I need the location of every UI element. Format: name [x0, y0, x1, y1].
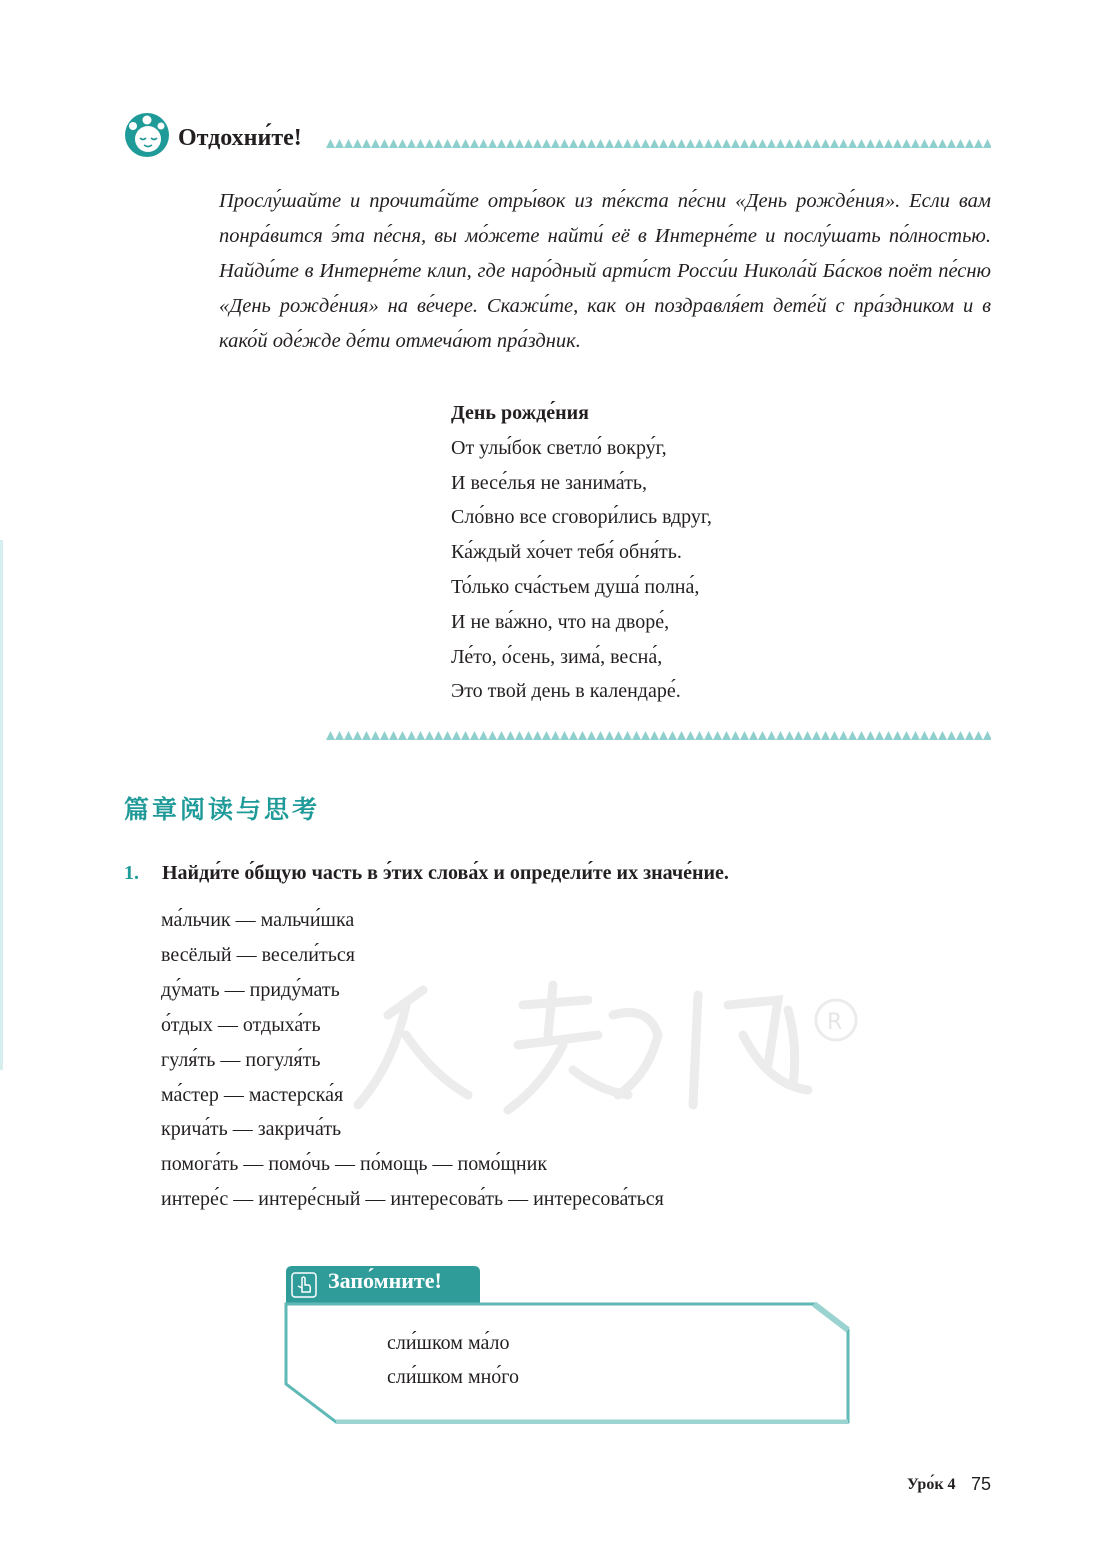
- remember-item: сли́шком ма́ло: [387, 1332, 510, 1354]
- section-heading: 篇章阅读与思考: [124, 795, 321, 824]
- word-row: крича́ть — закрича́ть: [161, 1118, 342, 1141]
- poem-line: То́лько сча́стьем душа́ полна́,: [451, 575, 700, 598]
- page-edge-strip: [0, 540, 3, 1070]
- pointing-hand-icon: [291, 1272, 317, 1298]
- word-row: помога́ть — помо́чь — по́мощь — помо́щник: [161, 1153, 548, 1176]
- poem-line: И не ва́жно, что на дворе́,: [451, 610, 670, 633]
- task-number: 1.: [124, 862, 139, 884]
- word-row: ма́льчик — мальчи́шка: [161, 909, 355, 931]
- page-number: 75: [971, 1474, 992, 1494]
- remember-list: [387, 1326, 519, 1394]
- word-row: весёлый — весели́ться: [161, 943, 355, 966]
- poem-title: День рожде́ния: [451, 402, 589, 424]
- poem-line: Ка́ждый хо́чет тебя́ обня́ть.: [451, 541, 682, 564]
- top-decorative-band: [326, 139, 991, 148]
- remember-item: сли́шком мно́го: [387, 1366, 520, 1388]
- word-row: о́тдых — отдыха́ть: [161, 1013, 321, 1036]
- word-row: ма́стер — мастерска́я: [161, 1083, 344, 1106]
- poem-line: Сло́вно все сговори́лись вдруг,: [451, 506, 712, 529]
- footer-lesson: Уро́к 4: [907, 1476, 956, 1493]
- relax-title: Отдохни́те!: [178, 125, 302, 151]
- poem: [451, 396, 712, 709]
- poem-line: Ле́то, о́сень, зима́, весна́,: [451, 645, 663, 668]
- svg-text:R: R: [827, 1010, 843, 1035]
- poem-line: Это твой день в календаре́.: [451, 680, 681, 703]
- relax-intro-paragraph: Прослу́шайте и прочита́йте отры́вок из те́кста пе́сни «День рожде́ния». Если вам понра́вится э́та пе́сня, вы мо́жете найти́ её в Интерне́те и послу́шать по́лностью. Найди́те в Интерне́те клип, где наро́дный арти́ст Росси́и Никола́й Ба́сков поёт пе́сню «День рожде́ния» на ве́чере. Скажи́те, как он поздравля́ет дете́й с пра́здником и в како́й оде́жде де́ти отмеча́ют пра́здник.: [219, 190, 991, 352]
- poem-line: И весе́лья не занима́ть,: [451, 471, 647, 494]
- remember-title: Запо́мните!: [328, 1268, 442, 1293]
- bottom-decorative-band: [326, 731, 991, 740]
- publisher-watermark: [348, 975, 868, 1125]
- word-row: интере́с — интере́сный — интересова́ть — интересова́ться: [161, 1188, 664, 1211]
- word-row: гуля́ть — погуля́ть: [161, 1048, 321, 1071]
- poem-line: От улы́бок светло́ вокру́г,: [451, 436, 667, 459]
- task-instruction: Найди́те о́бщую часть в э́тих слова́х и определи́те их значе́ние.: [162, 862, 729, 884]
- word-row: ду́мать — приду́мать: [161, 978, 340, 1001]
- smiley-icon: [124, 112, 170, 158]
